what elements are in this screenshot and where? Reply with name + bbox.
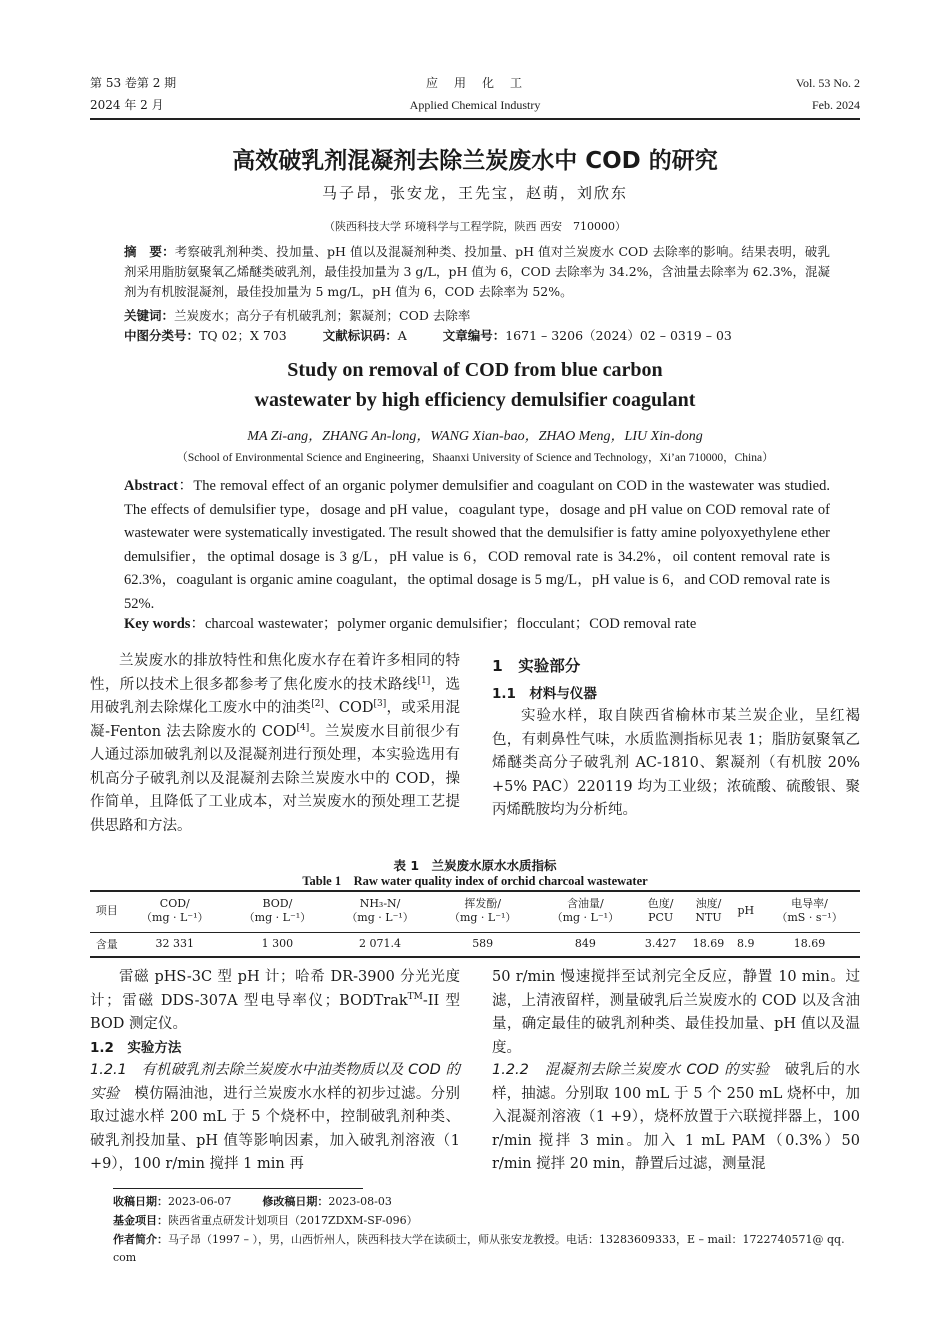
article-no-value: 1671 – 3206（2024）02 – 0319 – 03 bbox=[505, 328, 732, 343]
keywords-en-text: ：charcoal wastewater；polymer organic demulsifier；flocculant；COD removal rate bbox=[190, 616, 697, 632]
affiliation-en: （School of Environmental Science and Engineering，Shaanxi University of Science and Technology，Xi’an 710000，China） bbox=[176, 452, 774, 464]
keywords-cn-text: 兰炭废水；高分子有机破乳剂；絮凝剂；COD 去除率 bbox=[174, 308, 471, 323]
materials-paragraph: 实验水样，取自陕西省榆林市某兰炭企业，呈红褐色，有刺鼻性气味，水质监测指标见表 1；脂肪氨聚氧乙烯醚类高分子破乳剂 AC-1810、絮凝剂（有机胺 20% +5% PAC）220119 均为工业级；浓硫酸、硫酸银、聚丙烯酰胺均为分析纯。 bbox=[492, 708, 860, 818]
method-1-2-2-paragraph bbox=[492, 1059, 860, 1177]
table-header-cell: BOD/ （mg · L⁻¹） bbox=[226, 891, 329, 932]
table-cell: 849 bbox=[574, 937, 596, 951]
journal-month: Feb. 2024 bbox=[812, 98, 860, 112]
section-1-1-heading: 1.1 材料与仪器 bbox=[492, 686, 597, 702]
intro-text-1: 兰炭废水的排放特性和焦化废水存在着许多相同的特性，所以技术上很多都参考了焦化废水的技术路线 bbox=[90, 653, 460, 693]
abstract-cn-label: 摘 要： bbox=[124, 244, 175, 259]
method-1-2-1-text: 模仿隔油池，进行兰炭废水水样的初步过滤。分别取过滤水样 200 mL 于 5 个烧杯中，控制破乳剂种类、破乳剂投加量、pH 值等影响因素，加入破乳剂溶液（1 +9），100 r/min 搅拌 1 min 再 bbox=[90, 1085, 460, 1172]
table-header-cell: COD/ （mg · L⁻¹） bbox=[123, 891, 226, 932]
trademark-mark: TM bbox=[407, 991, 423, 1002]
citation-4[interactable]: [4] bbox=[296, 722, 310, 733]
journal-issue: 第 53 卷第 2 期 bbox=[90, 76, 177, 90]
fund-label: 基金项目： bbox=[113, 1214, 168, 1227]
article-no-label: 文章编号： bbox=[442, 328, 506, 343]
fund-text: 陕西省重点研发计划项目（2017ZDXM-SF-096） bbox=[168, 1214, 418, 1227]
intro-text-3: 、COD bbox=[323, 700, 374, 716]
method-1-2-1-paragraph bbox=[90, 1059, 460, 1177]
table-header-cell: 浊度/ NTU bbox=[685, 891, 733, 932]
authors-cn: 马子昂，张安龙，王先宝，赵萌，刘欣东 bbox=[321, 184, 628, 202]
table-cell: 18.69 bbox=[692, 937, 725, 951]
method-1-2-2-title: 1.2.2 混凝剂去除兰炭废水 COD 的实验 bbox=[492, 1062, 770, 1078]
method-1-2-2-text: 破乳后的水样，抽滤。分别取 100 mL 于 5 个 250 mL 烧杯中，加入混凝剂溶液（1 +9），烧杯放置于六联搅拌器上，100 r/min 搅拌 3 min。加入 1 mL PAM（0.3%）50 r/min 搅拌 20 min，静置后过滤，测量混 bbox=[492, 1062, 860, 1172]
table-cell: 8.9 bbox=[737, 937, 755, 951]
table-header-cell: 项目 bbox=[90, 891, 123, 932]
paper-title-cn: 高效破乳剂混凝剂去除兰炭废水中 COD 的研究 bbox=[232, 148, 718, 174]
table-cell: 589 bbox=[472, 937, 494, 951]
doc-code-label: 文献标识码： bbox=[322, 328, 398, 343]
abstract-en-text: ：The removal effect of an organic polymer demulsifier and coagulant on COD in the wastewater was studied. The effects of demulsifier type，dosage and pH value，coagulant type，dosage and pH value on COD removal rate of wastewater were systematically investigated. The result showed that the demulsifier is fatty amine polyoxyethylene ether demulsifier，the optimal dosage is 3 g/L，pH value is 6，COD removal rate is 34.2%，oil content removal rate is 62.3%，coagulant is organic amine coagulant，the optimal dosage is 5 mg/L，pH value is 6，and COD removal rate is 52%. bbox=[124, 478, 830, 612]
section-1-heading: 1 实验部分 bbox=[492, 657, 581, 675]
method-1-2-1-title: 1.2.1 有机破乳剂去除兰炭废水中油类物质以及 COD 的实验 bbox=[90, 1062, 460, 1102]
received-date: 2023-06-07 bbox=[168, 1195, 232, 1208]
keywords-en-label: Key words bbox=[124, 616, 191, 632]
table-caption-cn: 表 1 兰炭废水原水水质指标 bbox=[393, 858, 557, 873]
table-header-cell: 电导率/ （mS · s⁻¹） bbox=[759, 891, 860, 932]
keywords-en bbox=[124, 613, 830, 637]
table-cell: 18.69 bbox=[793, 937, 826, 951]
instruments-paragraph bbox=[90, 966, 460, 1037]
abstract-en-label: Abstract bbox=[124, 478, 178, 494]
paper-title-en-line1: Study on removal of COD from blue carbon bbox=[287, 359, 663, 381]
intro-text-5: 。兰炭废水目前很少有人通过添加破乳剂以及混凝剂进行预处理，本实验选用有机高分子破乳剂以及混凝剂去除兰炭废水中的 COD，操作简单，且降低了工业成本，对兰炭废水的预处理工艺提供思路和方法。 bbox=[90, 723, 461, 834]
table-cell: 3.427 bbox=[644, 937, 677, 951]
revised-date: 2023-08-03 bbox=[328, 1195, 392, 1208]
paper-title-en-line2: wastewater by high efficiency demulsifier coagulant bbox=[254, 389, 696, 411]
citation-2[interactable]: [2] bbox=[311, 699, 324, 710]
classification-line bbox=[124, 326, 830, 346]
journal-name-cn: 应 用 化 工 bbox=[425, 76, 524, 90]
abstract-cn bbox=[124, 242, 830, 302]
footnote-rule bbox=[113, 1188, 363, 1189]
keywords-cn-label: 关键词： bbox=[124, 308, 175, 323]
author-bio-text: 马子昂（1997 – ），男，山西忻州人，陕西科技大学在读硕士，师从张安龙教授。电话：13283609333，E – mail：1722740571@ qq. com bbox=[113, 1233, 845, 1264]
table-bottom-rule bbox=[90, 956, 860, 958]
table-row bbox=[90, 932, 860, 955]
clc-label: 中图分类号： bbox=[124, 328, 200, 343]
section-1-2-heading: 1.2 实验方法 bbox=[90, 1040, 182, 1056]
authors-en: MA Zi-ang，ZHANG An-long，WANG Xian-bao，ZHAO Meng，LIU Xin-dong bbox=[247, 429, 703, 444]
affiliation-cn: （陕西科技大学 环境科学与工程学院，陕西 西安 710000） bbox=[324, 220, 626, 233]
table-cell: 1 300 bbox=[261, 937, 294, 951]
table-header-cell: 含油量/ （mg · L⁻¹） bbox=[534, 891, 637, 932]
intro-paragraph bbox=[90, 650, 460, 838]
abstract-cn-text: 考察破乳剂种类、投加量、pH 值以及混凝剂种类、投加量、pH 值对兰炭废水 COD 去除率的影响。结果表明，破乳剂采用脂肪氨聚氧乙烯醚类破乳剂，最佳投加量为 3 g/L，pH 值为 6，COD 去除率为 34.2%，含油量去除率为 62.3%，混凝剂为有机胺混凝剂，最佳投加量为 5 mg/L，pH 值为 6，COD 去除率为 52%。 bbox=[124, 244, 830, 299]
intro-text-4: ，或采用混凝-Fenton 法去除废水的 COD bbox=[90, 700, 461, 740]
citation-3[interactable]: [3] bbox=[373, 699, 387, 710]
water-quality-table bbox=[90, 891, 860, 955]
table-caption-en: Table 1 Raw water quality index of orchid charcoal wastewater bbox=[302, 874, 648, 888]
clc-value: TQ 02；X 703 bbox=[199, 328, 287, 343]
doc-code-value: A bbox=[397, 328, 407, 343]
footnote-fund bbox=[113, 1212, 860, 1230]
author-bio-label: 作者简介： bbox=[113, 1233, 168, 1246]
citation-1[interactable]: [1] bbox=[417, 675, 431, 686]
table-header-cell: NH₃-N/ （mg · L⁻¹） bbox=[329, 891, 432, 932]
revised-label: 修改稿日期： bbox=[262, 1195, 329, 1208]
table-cell: 含量 bbox=[95, 937, 118, 951]
journal-date: 2024 年 2 月 bbox=[90, 98, 164, 112]
table-header-cell: pH bbox=[732, 891, 759, 932]
received-label: 收稿日期： bbox=[113, 1195, 168, 1208]
instruments-text-end: -II 型 BOD 测定仪。 bbox=[90, 992, 460, 1032]
table-cell: 2 071.4 bbox=[359, 937, 402, 951]
keywords-cn bbox=[124, 306, 830, 326]
header-rule bbox=[90, 118, 860, 120]
footnote-author bbox=[113, 1231, 860, 1266]
journal-name-en: Applied Chemical Industry bbox=[409, 98, 541, 112]
intro-text-2: ，选用破乳剂去除煤化工废水中的油类 bbox=[90, 676, 461, 716]
journal-volume: Vol. 53 No. 2 bbox=[795, 76, 860, 90]
table-header-cell: 挥发酚/ （mg · L⁻¹） bbox=[431, 891, 534, 932]
footnote-dates bbox=[113, 1193, 860, 1211]
method-continued-paragraph: 50 r/min 慢速搅拌至试剂完全反应，静置 10 min。过滤，上清液留样，测量破乳后兰炭废水的 COD 以及含油量，确定最佳的破乳剂种类、最佳投加量、pH 值以及温度。 bbox=[492, 969, 860, 1056]
table-header-cell: 色度/ PCU bbox=[637, 891, 685, 932]
table-cell: 32 331 bbox=[155, 937, 195, 951]
instruments-text: 雷磁 pHS-3C 型 pH 计；哈希 DR-3900 分光光度计；雷磁 DDS-307A 型电导率仪；BODTrak bbox=[90, 969, 460, 1009]
abstract-en bbox=[124, 475, 830, 616]
table-header-row bbox=[90, 891, 860, 932]
